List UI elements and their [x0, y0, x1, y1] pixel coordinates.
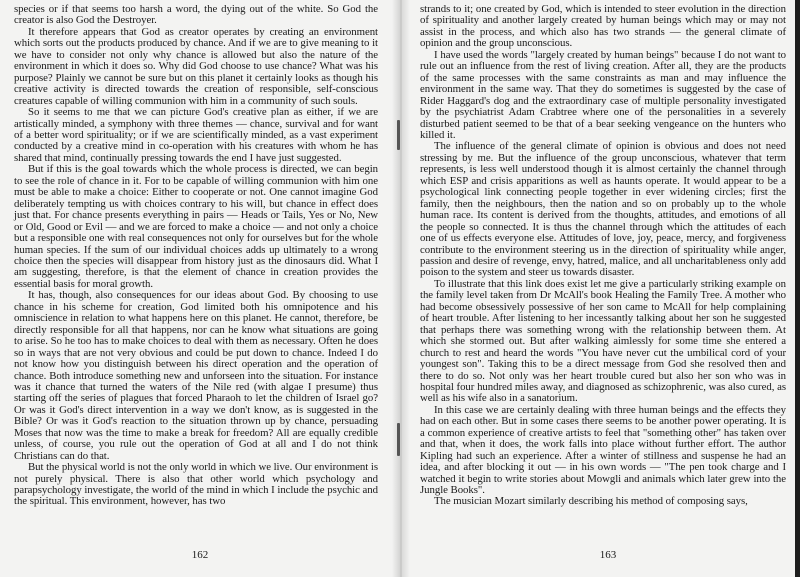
page-number: 163 [599, 549, 617, 561]
book-gutter [392, 0, 410, 577]
paragraph: So it seems to me that we can picture God's creative plan as either, if we are artistically minded, a symphony with three themes — chance, survival and for want of a better word spirituality; or if we are scientifically minded, as a vast experiment conducted by a creative mind in co-operation with his creatures with whom he has shared that mind, continually pressing towards the end I have just suggested. [14, 106, 378, 164]
paragraph: The musician Mozart similarly describing his method of composing says, [434, 495, 748, 508]
left-page-text [14, 4, 378, 508]
staple [397, 120, 400, 150]
paragraph: In this case we are certainly dealing with three human beings and the effects they had on each other. But in some cases there seems to be another power operating. It is a common experience of creative artists to feel that "something other" has taken over and that, when it does, the work falls into place without further effort. The author Kipling had such an experience. After a winter of stillness and suspense he had an idea, and after blocking it out — in his own words — "The pen took charge and I watched it begin to write stories about Mowgli and animals which later grew into the Jungle Books". [420, 403, 786, 497]
page-number: 162 [191, 549, 209, 561]
staple [397, 423, 400, 456]
right-page-text [420, 4, 786, 508]
paragraph: strands to it; one created by God, which is intended to steer evolution in the direction of spirituality and another largely created by human beings which may or may not assist in the process, and which also has two strands — the general climate of opinion and the group unconscious. [420, 3, 786, 50]
paragraph: But the physical world is not the only world in which we live. Our environment is not purely physical. There is also that other world which psychology and parapsychology investigate, the world of the mind in which I include the psychic and the spiritual. This environment, however, has two [14, 461, 378, 508]
paragraph: But if this is the goal towards which the whole process is directed, we can begin to see the role of chance in it. For to be capable of willing communion with him one must be able to make a choice: Either to cooperate or not. One cannot imagine God deliberately tempting us with choices contrary to his will, but chance in effect does just that. For chance presents everything in pairs — Heads or Tails, Yes or No, New or Old, Good or Evil — and we are forced to make a choice — and not only a choice but a responsible one with real consequences not only for ourselves but for the whole human species. If the sum of our individual choices adds up ultimately to a wrong choice then the species will disappear from history just as the dinosaurs did. What I am suggesting, therefore, is that the element of chance in creation provides the essential basis for moral growth. [14, 163, 378, 290]
paragraph: It has, though, also consequences for our ideas about God. By choosing to use chance in his scheme for creation, God limited both his omnipotence and his omniscience in relation to what happens here on this planet. He cannot, therefore, be directly responsible for all that happens, nor can he know what situations are going to arise. So he too has to make choices to deal with them as necessary. Often he does so in ways that are not very obvious and could be put down to chance. Indeed I do not know how you distinguish between his direct operation and the operation of chance. Both introduce something new and unforseen into the situation. For instance was it chance that turned the waters of the Nile red (with algae I presume) thus starting off the series of plagues that forced Pharaoh to let the children of Israel go? Or was it God's direct intervention in a way we don't know, as is suggested in the Bible? Or was it God's reaction to the situation thrown up by chance, persuading Moses that now was the time to make a break for freedom? All are equally credible unless, of course, you rule out the operation of God at all and I do not think Christians can do that. [14, 289, 378, 462]
paragraph: To illustrate that this link does exist let me give a particularly striking example on the family level taken from Dr McAll's book Healing the Family Tree. A mother who had become obsessively possessive of her son came to McAll for help complaining of heart trouble. After listening to her incessantly talking about her son he suggested that perhaps there was something wrong with the relationship between them. At which she stormed out. But after walking aimlessly for some time she entered a church to rest and heard the words "You have never cut the umbilical cord of your youngest son". Taking this to be a direct message from God she resolved then and there to do so. Not only was her heart trouble cured but also her son who was in hospital four hundred miles away, and diagnosed as schizophrenic, was also cured, as well as his wife also in a sanatorium. [420, 277, 786, 405]
paragraph: species or if that seems too harsh a word, the dying out of the white. So God the creator is also God the Destroyer. [14, 3, 378, 27]
paragraph: It therefore appears that God as creator operates by creating an environment which sorts out the products produced by chance. And if we are to give meaning to it we have to consider not only why chance is allowed but also the nature of the environment in which it does so. Why did God choose to use chance? What was his purpose? Plainly we cannot be sure but on this planet it certainly looks as though his creative activity is directed towards the creation of responsible, self-conscious creatures capable of willing communion with him in a community of such souls. [14, 25, 378, 107]
right-page [400, 0, 800, 577]
paragraph: The influence of the general climate of opinion is obvious and does not need stressing by me. But the influence of the group unconscious, whatever that term represents, is less well understood though it is almost certainly the channel through which ESP and crisis apparitions as well as haunts operate. It would appear to be a psychological link connecting people together in ever widening circles; first the family, then the neighbours, then the nation and so on probably up to the whole human race. Its content is derived from the thoughts, attitudes, and emotions of all the people so connected. It is thus the channel through which the attitudes of each one of us effects everyone else. Attitudes of love, joy, peace, mercy, and forgiveness contribute to the environment steering us in the direction of spirituality while anger, passion and desire of revenge, envy, hatred, malice, and all uncharitableness only add poison to the system and steer us towards disaster. [420, 140, 786, 279]
scan-edge [795, 0, 800, 577]
paragraph: I have used the words "largely created by human beings" because I do not want to rule out an influence from the rest of living creation. After all, they are the products of the same processes with the same constraints as man and may influence the environment in the same way. That they do sometimes is suggested by the case of Rider Haggard's dog and the extraordinary case of multiple personality investigated by the psychiatrist Adam Crabtree where one of the personalities in a severely disturbed patient seemed to be that of a bear seeking vengeance on the hunters who killed it. [420, 48, 786, 141]
